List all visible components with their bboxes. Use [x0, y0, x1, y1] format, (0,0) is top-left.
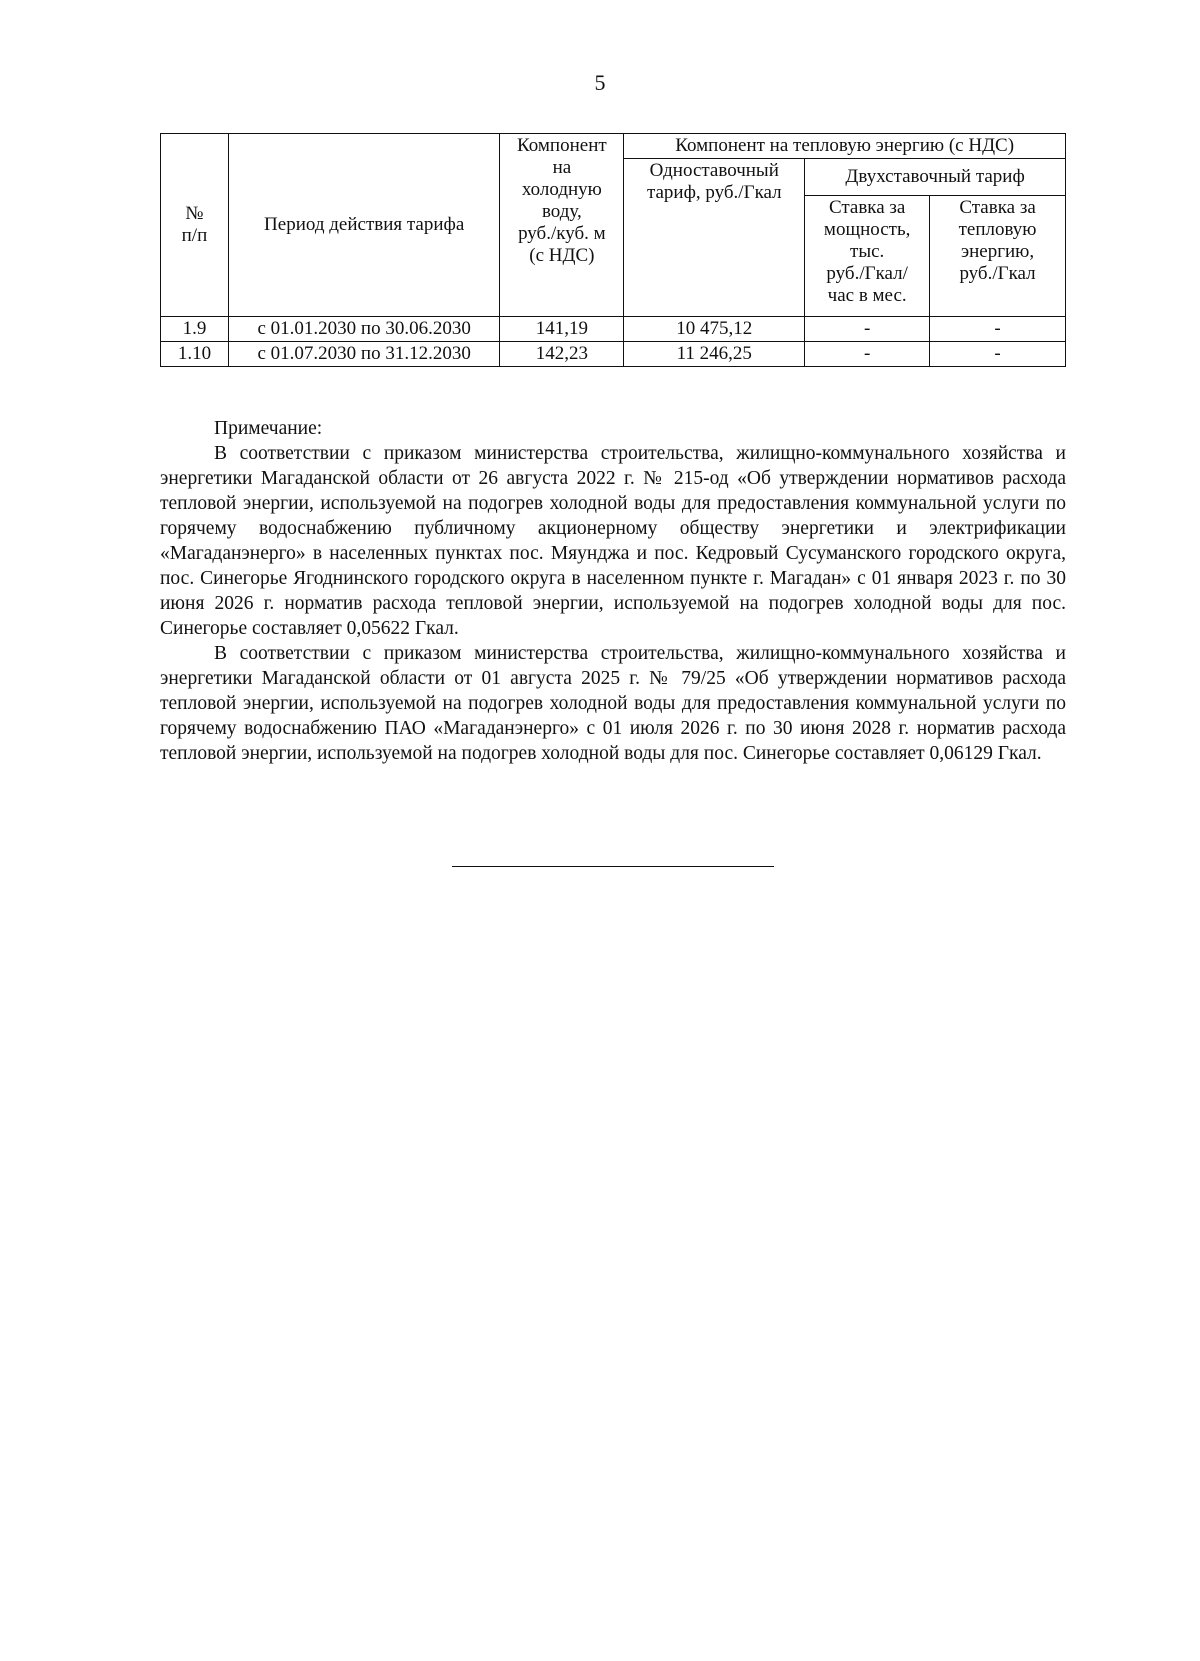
- cell-num: 1.9: [161, 317, 229, 342]
- table-row: [161, 342, 1066, 367]
- header-two-rate: Двухставочный тариф: [805, 159, 1066, 196]
- page-number: 5: [594, 70, 606, 95]
- divider-line: [452, 866, 774, 867]
- table-row: [161, 317, 1066, 342]
- cell-cold-water: 142,23: [500, 342, 624, 367]
- header-cold-water: Компонент на холодную воду, руб./куб. м (с НДС): [500, 134, 624, 317]
- header-num: № п/п: [161, 134, 229, 317]
- note-paragraph-2: В соответствии с приказом министерства строительства, жилищно-коммунального хозяйства и энергетики Магаданской области от 01 августа 2025 г. № 79/25 «Об утверждении нормативов расхода тепловой энергии, используемой на подогрев холодной воды для предоставления коммунальной услуги по горячему водоснабжению ПАО «Магаданэнерго» с 01 июля 2026 г. по 30 июня 2028 г. норматив расхода тепловой энергии, используемой на подогрев холодной воды для пос. Синегорье составляет 0,06129 Гкал.: [160, 643, 1066, 764]
- cell-period: с 01.01.2030 по 30.06.2030: [228, 317, 499, 342]
- note-paragraph-1: В соответствии с приказом министерства строительства, жилищно-коммунального хозяйства и энергетики Магаданской области от 26 августа 2022 г. № 215-од «Об утверждении нормативов расхода тепловой энергии, используемой на подогрев холодной воды для предоставления коммунальной услуги по горячему водоснабжению публичному акционерному обществу энергетики и электрификации «Магаданэнерго» в населенных пунктах пос. Мяунджа и пос. Кедровый Сусуманского городского округа, пос. Синегорье Ягоднинского городского округа в населенном пункте г. Магадан» с 01 января 2023 г. по 30 июня 2026 г. норматив расхода тепловой энергии, используемой на подогрев холодной воды для пос. Синегорье составляет 0,05622 Гкал.: [160, 443, 1066, 639]
- header-one-rate: Одноставочный тариф, руб./Гкал: [624, 159, 805, 317]
- cell-energy-rate: -: [930, 317, 1066, 342]
- header-row-1: [161, 134, 1066, 159]
- cell-capacity-rate: -: [805, 342, 930, 367]
- cell-one-rate: 10 475,12: [624, 317, 805, 342]
- cell-one-rate: 11 246,25: [624, 342, 805, 367]
- header-capacity-rate: Ставка за мощность, тыс. руб./Гкал/ час в мес.: [805, 196, 930, 317]
- tariff-table: [160, 133, 1066, 367]
- header-period: Период действия тарифа: [228, 134, 499, 317]
- note-title: Примечание:: [214, 418, 323, 439]
- cell-period: с 01.07.2030 по 31.12.2030: [228, 342, 499, 367]
- cell-energy-rate: -: [930, 342, 1066, 367]
- note-section: [160, 416, 1066, 766]
- header-heat-component: Компонент на тепловую энергию (с НДС): [624, 134, 1066, 159]
- cell-num: 1.10: [161, 342, 229, 367]
- cell-capacity-rate: -: [805, 317, 930, 342]
- cell-cold-water: 141,19: [500, 317, 624, 342]
- header-energy-rate: Ставка за тепловую энергию, руб./Гкал: [930, 196, 1066, 317]
